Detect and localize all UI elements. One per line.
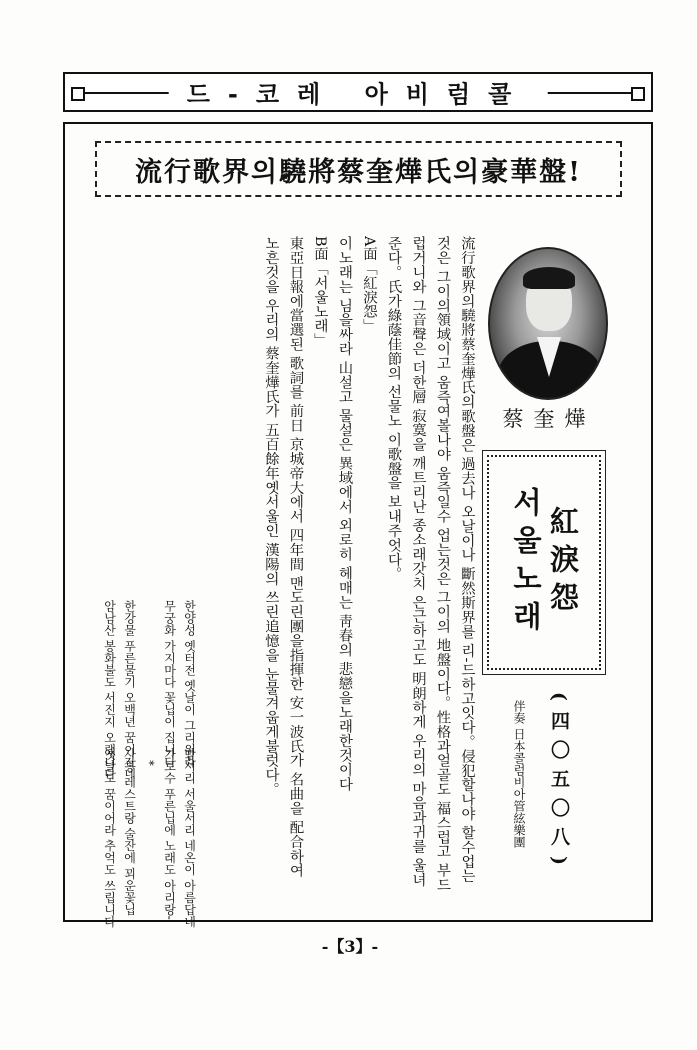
banner-end-right — [631, 87, 645, 101]
lyric-line: 한양성 옛터전 옛날이 그리워라 — [182, 600, 197, 768]
banner-label: 드-코레 아비럼콜 — [169, 75, 548, 110]
accompaniment-credit: 伴奏 日本콜럼비아管絃樂團 — [512, 700, 526, 848]
singer-photo — [488, 247, 608, 400]
lyric-line: 한강물 푸른물기 오백년 꿈이자네 — [122, 600, 137, 780]
photo-caption: 蔡奎燁 — [502, 407, 596, 431]
headline-box — [95, 141, 622, 197]
record-title-box — [487, 455, 601, 670]
lyric-line: 무궁화 가지마다 꽃닙이 집니다 — [162, 600, 177, 768]
side-b-heading: B面「서울노래」 — [312, 236, 328, 348]
page-number: -【3】- — [321, 937, 379, 956]
article-body — [207, 236, 479, 896]
lyric-line: 가로수 푸른닙에 노래도 아리랑- — [162, 748, 177, 920]
lyric-line: 밤서리 서울서리 네온이 아름답네 — [182, 748, 197, 928]
lyric-line: 옛날도 꿈이어라 추억도 쓰립니다 — [102, 748, 117, 928]
photo-hair — [523, 267, 575, 289]
lyric-separator: * — [142, 760, 157, 766]
lyric-line: 암남산 봉화불도 서진지 오랬니다 — [102, 600, 117, 780]
banner-end-left — [71, 87, 85, 101]
body-paragraph: 流行歌界의驍將蔡奎燁氏의歌盤은 過去나 오날이나 斷然斯界를 리-드하고잇다。侵犯할나야 할수업는것은 그이의領域이고 움즉여볼나야 움즉일수 업는것은 그이의 地盤이다。性格과얼골도 福스럽고 부드럽거니와 그音聲은 더한層 寂寞을 깨트리난 종소래갓치 은근하고도 明朗하게 우리의 마음과귀를 울녀준다。氏가綠蔭佳節의 선물노 이歌盤을 보내주엇다。 — [385, 236, 475, 892]
header-banner — [63, 72, 653, 112]
side-a-heading: A面「紅淚怨」 — [361, 236, 377, 333]
lyric-line: 사롱 레스트랑 술잔에 꾀운꽃닙 — [122, 748, 137, 916]
headline: 流行歌界의驍將蔡奎燁氏의豪華盤! — [134, 156, 582, 188]
body-paragraph: 東亞日報에當選된 歌詞를 前日 京城帝大에서 四年間 맨도린團을指揮한 安一波氏가 名曲을 配合하여 노흔것을 우리의 蔡奎燁氏가 五百餘年옛서울인 漢陽의 쓰린追憶을 눈물겨웁게불럿다。 — [263, 236, 304, 878]
body-paragraph: 이노래는 님을싸라 山설고 물설은 異域에서 외로히 헤매는 靑春의 悲戀을노래한것이다 — [336, 236, 353, 791]
catalog-number: (四〇五〇八) — [548, 692, 570, 875]
record-title-1: 紅淚怨 — [546, 505, 580, 620]
record-title-2: 서울노래 — [509, 486, 543, 639]
